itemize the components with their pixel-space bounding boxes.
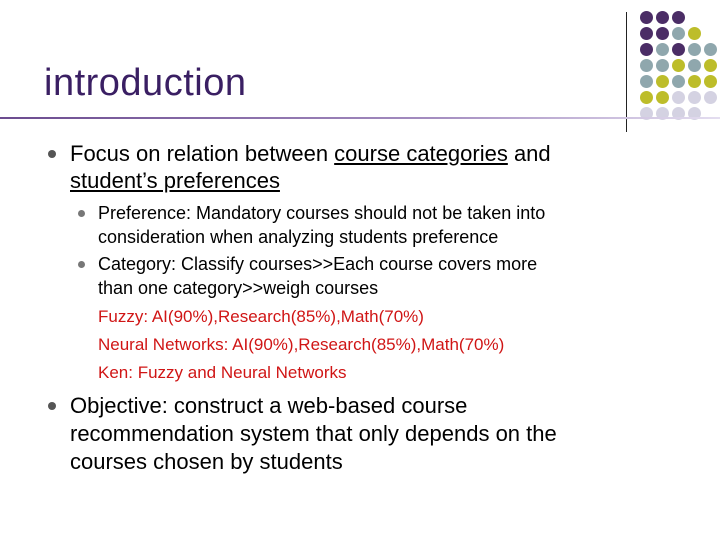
decor-dot	[656, 11, 669, 24]
underlined-course-categories: course categories	[334, 141, 508, 166]
decor-dot	[640, 59, 653, 72]
bullet-dot	[48, 150, 56, 158]
decor-dot	[672, 75, 685, 88]
decor-dot	[656, 91, 669, 104]
decor-dot	[640, 43, 653, 56]
sub-bullet-category-line2: than one category>>weigh courses	[98, 278, 379, 298]
decor-dot	[656, 59, 669, 72]
decor-dot	[640, 11, 653, 24]
sub-bullet-dot	[78, 210, 85, 217]
decor-dot	[672, 91, 685, 104]
decor-vertical-line	[626, 12, 627, 132]
sub-bullet-category	[98, 252, 537, 300]
decor-dot	[656, 75, 669, 88]
example-fuzzy: Fuzzy: AI(90%),Research(85%),Math(70%)	[98, 307, 424, 326]
decor-dot	[688, 27, 701, 40]
decor-dot	[640, 91, 653, 104]
bullet-objective	[70, 392, 557, 476]
decor-dot	[640, 75, 653, 88]
example-neural-networks: Neural Networks: AI(90%),Research(85%),Math(70%)	[98, 335, 505, 354]
decor-dot	[688, 75, 701, 88]
decor-dot	[672, 59, 685, 72]
decor-dot	[688, 43, 701, 56]
decor-dot	[688, 91, 701, 104]
bullet-focus	[70, 140, 551, 194]
decor-dot	[640, 27, 653, 40]
category-examples	[98, 305, 504, 385]
slide-title: introduction	[44, 62, 247, 104]
sub-bullet-preference-line2: consideration when analyzing students preference	[98, 227, 499, 247]
decor-dot	[656, 27, 669, 40]
decor-dot	[688, 59, 701, 72]
bullet-focus-line1: Focus on relation between course categories and	[70, 141, 551, 166]
sub-bullet-category-line1: Category: Classify courses>>Each course covers more	[98, 254, 538, 274]
decor-dot	[704, 59, 717, 72]
bullet-objective-line2: recommendation system that only depends on the	[70, 421, 557, 446]
underlined-student-preferences: student’s preferences	[70, 168, 280, 193]
decor-dot	[672, 11, 685, 24]
decor-dot	[656, 43, 669, 56]
example-ken: Ken: Fuzzy and Neural Networks	[98, 363, 347, 382]
title-underline-rule	[0, 117, 720, 119]
bullet-dot	[48, 402, 56, 410]
sub-bullet-preference-line1: Preference: Mandatory courses should not be taken into	[98, 203, 546, 223]
decor-dot	[704, 43, 717, 56]
sub-bullet-preference	[98, 201, 545, 249]
bullet-objective-line1: Objective: construct a web-based course	[70, 393, 468, 418]
bullet-objective-line3: courses chosen by students	[70, 449, 343, 474]
decor-dot	[672, 27, 685, 40]
decor-dot	[704, 91, 717, 104]
sub-bullet-dot	[78, 261, 85, 268]
decor-dot	[672, 43, 685, 56]
decor-dot	[704, 75, 717, 88]
